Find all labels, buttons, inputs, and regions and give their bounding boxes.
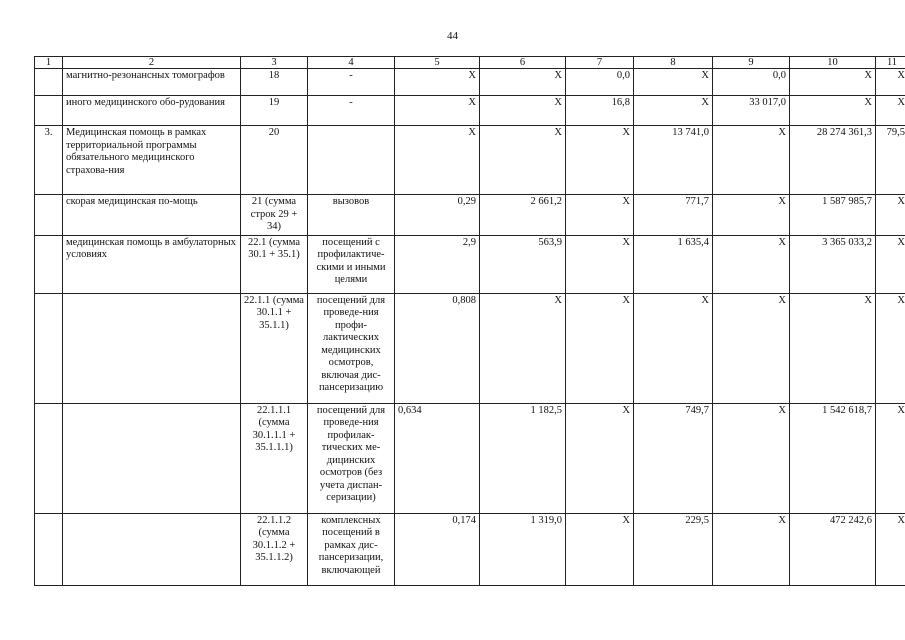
table-cell: X [395, 69, 480, 96]
table-cell: 472 242,6 [790, 513, 876, 585]
table-cell: 13 741,0 [634, 126, 713, 195]
row-code: 21 (сумма строк 29 + 34) [241, 195, 308, 236]
table-cell: X [480, 69, 566, 96]
table-cell: 749,7 [634, 403, 713, 513]
unit-cell: посещений для проведе-ния профилак-тических ме-дицинских осмотров (без учета диспан-серизации) [308, 403, 395, 513]
table-cell: X [566, 513, 634, 585]
table-cell: X [480, 126, 566, 195]
unit-cell: вызовов [308, 195, 395, 236]
table-cell: X [876, 293, 905, 403]
table-row [35, 126, 905, 195]
table-cell: 1 587 985,7 [790, 195, 876, 236]
table-cell: X [876, 69, 905, 96]
table-cell: 1 635,4 [634, 235, 713, 293]
table-cell: 229,5 [634, 513, 713, 585]
table-cell: X [876, 403, 905, 513]
table-cell [35, 96, 63, 126]
table-cell: X [876, 235, 905, 293]
row-label: медицинская помощь в амбулаторных условиях [63, 235, 241, 293]
unit-cell: - [308, 69, 395, 96]
table-cell [63, 403, 241, 513]
column-number: 11 [876, 57, 905, 69]
table-cell: X [395, 126, 480, 195]
column-number: 4 [308, 57, 395, 69]
table-cell: 16,8 [566, 96, 634, 126]
table-row [35, 403, 905, 513]
row-code: 22.1 (сумма 30.1 + 35.1) [241, 235, 308, 293]
table-cell: X [713, 513, 790, 585]
column-number: 8 [634, 57, 713, 69]
column-number: 9 [713, 57, 790, 69]
row-code: 19 [241, 96, 308, 126]
table-cell [35, 69, 63, 96]
table-cell: X [876, 513, 905, 585]
table-cell: X [634, 293, 713, 403]
table-cell: X [876, 96, 905, 126]
table-cell: 0,808 [395, 293, 480, 403]
unit-cell: посещений с профилактиче-скими и иными целями [308, 235, 395, 293]
table-cell: X [566, 403, 634, 513]
table-cell [35, 403, 63, 513]
row-label: магнитно-резонансных томографов [63, 69, 241, 96]
table-cell: 28 274 361,3 [790, 126, 876, 195]
table-cell [35, 235, 63, 293]
table-cell: X [790, 96, 876, 126]
table-cell: X [566, 195, 634, 236]
table-cell: 0,634 [395, 403, 480, 513]
column-number: 2 [63, 57, 241, 69]
table-cell [35, 293, 63, 403]
column-number: 6 [480, 57, 566, 69]
table-cell: X [713, 126, 790, 195]
column-number: 5 [395, 57, 480, 69]
table-cell [63, 513, 241, 585]
table-cell: X [480, 293, 566, 403]
row-code: 22.1.1.1 (сумма 30.1.1.1 + 35.1.1.1) [241, 403, 308, 513]
table-cell: 2,9 [395, 235, 480, 293]
table-cell: X [790, 293, 876, 403]
table-cell: X [634, 96, 713, 126]
table-cell: X [634, 69, 713, 96]
table-cell: 0,29 [395, 195, 480, 236]
row-code: 18 [241, 69, 308, 96]
table-cell: 771,7 [634, 195, 713, 236]
table-cell: 0,0 [713, 69, 790, 96]
column-number: 10 [790, 57, 876, 69]
unit-cell [308, 126, 395, 195]
row-label: иного медицинского обо-рудования [63, 96, 241, 126]
table-cell: X [876, 195, 905, 236]
table-cell [35, 513, 63, 585]
table-cell [63, 293, 241, 403]
table-cell: 33 017,0 [713, 96, 790, 126]
table-cell: 563,9 [480, 235, 566, 293]
table-row [35, 513, 905, 585]
row-code: 22.1.1.2 (сумма 30.1.1.2 + 35.1.1.2) [241, 513, 308, 585]
table-cell: 1 182,5 [480, 403, 566, 513]
table-row [35, 235, 905, 293]
table-cell: 2 661,2 [480, 195, 566, 236]
column-number-row [35, 57, 905, 69]
table-cell: 1 319,0 [480, 513, 566, 585]
table-cell: 0,0 [566, 69, 634, 96]
section-number: 3. [35, 126, 63, 195]
table-cell: X [395, 96, 480, 126]
table-cell: X [566, 235, 634, 293]
unit-cell: - [308, 96, 395, 126]
column-number: 7 [566, 57, 634, 69]
row-code: 22.1.1 (сумма 30.1.1 + 35.1.1) [241, 293, 308, 403]
row-label: Медицинская помощь в рамках территориальной программы обязательного медицинского страхова-ния [63, 126, 241, 195]
table-cell: X [566, 126, 634, 195]
table-row [35, 69, 905, 96]
table-cell: 0,174 [395, 513, 480, 585]
table-cell: X [713, 403, 790, 513]
table-cell: 3 365 033,2 [790, 235, 876, 293]
table-cell: X [713, 235, 790, 293]
row-label: скорая медицинская по-мощь [63, 195, 241, 236]
table-row [35, 195, 905, 236]
page-number: 44 [447, 30, 458, 42]
unit-cell: комплексных посещений в рамках дис-пансеризации, включающей [308, 513, 395, 585]
column-number: 3 [241, 57, 308, 69]
table-cell: X [713, 293, 790, 403]
table-cell: 79,5 [876, 126, 905, 195]
table-cell [35, 195, 63, 236]
table-row [35, 293, 905, 403]
table-cell: X [790, 69, 876, 96]
unit-cell: посещений для проведе-ния профи-лактических медицинских осмотров, включая дис-пансеризацию [308, 293, 395, 403]
column-number: 1 [35, 57, 63, 69]
table-row [35, 96, 905, 126]
table-cell: X [566, 293, 634, 403]
table-cell: X [713, 195, 790, 236]
table-cell: X [480, 96, 566, 126]
data-table [34, 56, 905, 586]
table-cell: 1 542 618,7 [790, 403, 876, 513]
row-code: 20 [241, 126, 308, 195]
